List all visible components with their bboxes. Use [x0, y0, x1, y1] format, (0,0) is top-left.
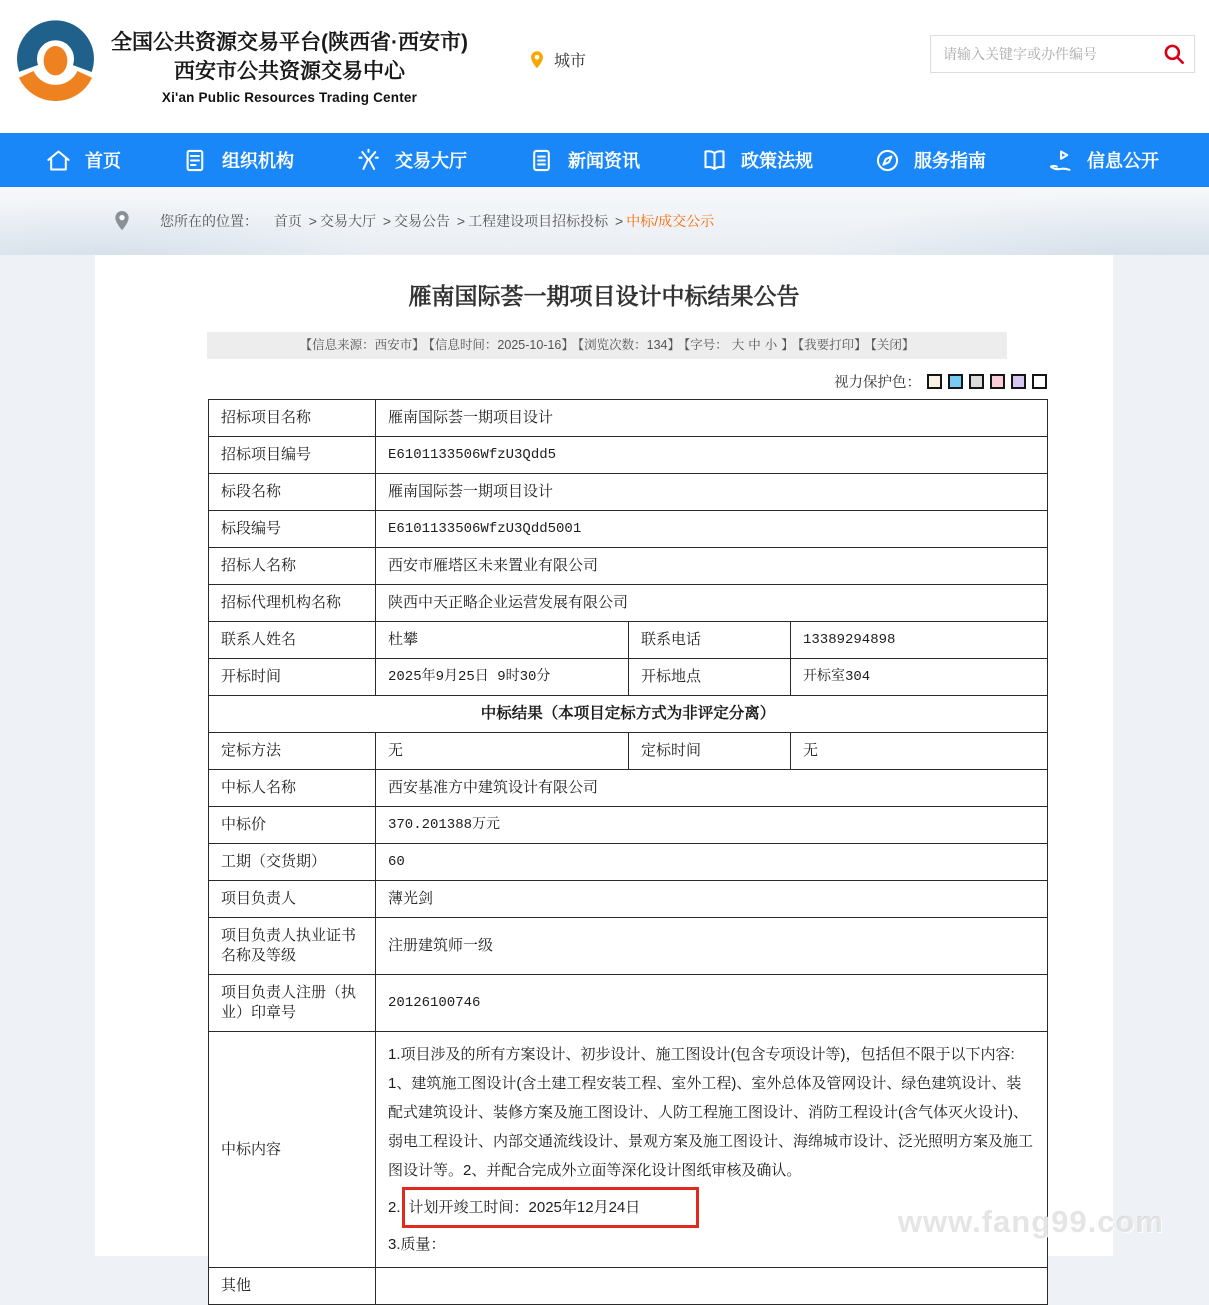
table-row — [209, 844, 1048, 881]
table-cell-value: 60 — [376, 844, 1048, 881]
breadcrumb-items — [274, 213, 714, 229]
table-cell-value: 薄光剑 — [376, 881, 1048, 918]
nav-item-organization[interactable] — [182, 147, 294, 174]
table-cell-label: 中标人名称 — [209, 770, 376, 807]
nav-item-policy[interactable] — [701, 147, 813, 174]
planned-dates-line — [388, 1187, 1035, 1228]
table-row — [209, 437, 1048, 474]
table-cell-value: 2025年9月25日 9时30分 — [376, 659, 629, 696]
print-button[interactable]: 【我要打印】 — [797, 338, 867, 352]
table-row — [209, 1268, 1048, 1305]
bid-content-paragraph: 1.项目涉及的所有方案设计、初步设计、施工图设计(包含专项设计等)，包括但不限于以下内容:1、建筑施工图设计(含土建工程安装工程、室外工程)、室外总体及管网设计、绿色建筑设计、装配式建筑设计、装修方案及施工图设计、人防工程施工图设计、消防工程设计(含气体灭火设计)、弱电工程设计、内部交通流线设计、景观方案及施工图设计、海绵城市设计、泛光照明方案及施工图设计等。2、并配合完成外立面等深化设计图纸审核及确认。 — [388, 1046, 1034, 1179]
search-box — [930, 35, 1195, 73]
site-title-line2: 西安市公共资源交易中心 — [173, 60, 405, 84]
nav-item-label: 新闻资讯 — [568, 151, 640, 171]
table-row — [209, 881, 1048, 918]
table-row — [209, 474, 1048, 511]
nav-item-home[interactable] — [45, 147, 121, 174]
table-row — [209, 1032, 1048, 1268]
meta-source: 【信息来源：西安市】 — [299, 338, 425, 352]
breadcrumb-pin-icon — [112, 209, 132, 233]
table-cell-label: 项目负责人 — [209, 881, 376, 918]
breadcrumb-link[interactable]: 交易大厅 — [319, 213, 376, 229]
table-cell-label: 开标时间 — [209, 659, 376, 696]
table-cell-value: 无 — [791, 733, 1048, 770]
table-cell-value — [376, 1268, 1048, 1305]
nav-item-label: 服务指南 — [914, 151, 986, 171]
table-row — [209, 659, 1048, 696]
table-cell-label: 招标人名称 — [209, 548, 376, 585]
table-cell-value: 杜攀 — [376, 622, 629, 659]
announcement-table — [208, 399, 1048, 1305]
table-cell-label: 标段编号 — [209, 511, 376, 548]
site-title-block — [111, 28, 468, 106]
breadcrumb-link[interactable]: 交易公告 — [394, 213, 451, 229]
eye-protect-label: 视力保护色： — [834, 375, 921, 391]
table-cell-label: 其他 — [209, 1268, 376, 1305]
table-cell-value: 20126100746 — [376, 975, 1048, 1032]
breadcrumb-separator: > — [453, 213, 466, 229]
color-swatch[interactable] — [1011, 374, 1026, 389]
table-row — [209, 975, 1048, 1032]
nav-item-label: 政策法规 — [741, 151, 813, 171]
breadcrumb-prefix: 您所在的位置： — [160, 213, 258, 229]
color-swatch[interactable] — [969, 374, 984, 389]
nav-item-trading-hall[interactable] — [355, 147, 467, 174]
org-doc-icon — [182, 147, 209, 174]
close-button[interactable]: 【关闭】 — [870, 338, 915, 352]
table-cell-value: 西安基准方中建筑设计有限公司 — [376, 770, 1048, 807]
table-row — [209, 622, 1048, 659]
color-swatch[interactable] — [927, 374, 942, 389]
meta-time: 【信息时间：2025-10-16】 — [428, 338, 574, 352]
table-row — [209, 696, 1048, 733]
breadcrumb-separator: > — [304, 213, 317, 229]
table-row — [209, 400, 1048, 437]
home-icon — [45, 147, 72, 174]
city-pin-icon — [526, 49, 548, 71]
open-book-icon — [701, 147, 728, 174]
city-label: 城市 — [553, 53, 586, 70]
planned-dates-prefix: 2. — [388, 1199, 401, 1216]
nav-item-label: 首页 — [85, 151, 121, 171]
table-cell-label: 工期（交货期） — [209, 844, 376, 881]
nav-item-news[interactable] — [528, 147, 640, 174]
compass-icon — [874, 147, 901, 174]
nav-item-label: 信息公开 — [1087, 151, 1159, 171]
page-title: 雁南国际荟一期项目设计中标结果公告 — [408, 283, 800, 309]
table-cell-value: 开标室304 — [791, 659, 1048, 696]
table-cell-label: 开标地点 — [629, 659, 791, 696]
breadcrumb-separator: > — [378, 213, 392, 229]
site-title-line1: 全国公共资源交易平台(陕西省·西安市) — [111, 30, 468, 54]
table-cell-value: E6101133506WfzU3Qdd5001 — [376, 511, 1048, 548]
site-header — [0, 0, 1209, 133]
table-cell-value: 雁南国际荟一期项目设计 — [376, 400, 1048, 437]
eye-protect-row — [208, 371, 1047, 392]
news-doc-icon — [528, 147, 555, 174]
meta-views: 【浏览次数：134】 — [577, 338, 680, 352]
color-swatch[interactable] — [990, 374, 1005, 389]
breadcrumb-link[interactable]: 工程建设项目招标投标 — [468, 213, 609, 229]
nav-item-info-disclosure[interactable] — [1047, 147, 1159, 174]
table-row — [209, 585, 1048, 622]
trade-spark-icon — [355, 147, 382, 174]
nav-item-label: 组织机构 — [222, 151, 294, 171]
color-swatch[interactable] — [1032, 374, 1047, 389]
table-cell-value: E6101133506WfzU3Qdd5 — [376, 437, 1048, 474]
meta-fontsize-end: 】 — [781, 338, 794, 352]
meta-fontsize-label: 【字号： — [683, 338, 728, 352]
font-size-large[interactable]: 大 — [731, 338, 745, 352]
table-cell-value: 陕西中天正略企业运营发展有限公司 — [376, 585, 1048, 622]
table-cell-label: 联系电话 — [629, 622, 791, 659]
main-nav — [0, 133, 1209, 187]
table-cell-label: 招标项目名称 — [209, 400, 376, 437]
table-cell-value: 西安市雁塔区未来置业有限公司 — [376, 548, 1048, 585]
table-row — [209, 548, 1048, 585]
table-row — [209, 770, 1048, 807]
table-cell-label: 中标价 — [209, 807, 376, 844]
watermark: www.fang99.com — [897, 1204, 1164, 1239]
table-cell-label: 定标方法 — [209, 733, 376, 770]
hand-share-icon — [1047, 147, 1074, 174]
nav-item-label: 交易大厅 — [395, 151, 467, 171]
table-cell-value: 13389294898 — [791, 622, 1048, 659]
table-row — [209, 733, 1048, 770]
table-row — [209, 511, 1048, 548]
table-cell-value: 雁南国际荟一期项目设计 — [376, 474, 1048, 511]
table-cell-label: 联系人姓名 — [209, 622, 376, 659]
eye-protect-swatches — [921, 374, 1047, 389]
breadcrumb-strip — [0, 187, 1209, 255]
table-cell-label: 标段名称 — [209, 474, 376, 511]
table-cell-label: 中标内容 — [209, 1032, 376, 1268]
table-section-header: 中标结果（本项目定标方式为非评定分离） — [209, 696, 1048, 733]
search-icon[interactable] — [1161, 41, 1187, 67]
announcement-table-body — [209, 400, 1048, 1305]
font-size-small[interactable]: 小 — [764, 338, 778, 352]
announcement-card — [95, 255, 1113, 1294]
table-row — [209, 918, 1048, 975]
breadcrumb-separator: > — [611, 213, 624, 229]
planned-dates-highlight-box: 计划开竣工时间：2025年12月24日 — [402, 1187, 700, 1228]
table-cell-label: 招标代理机构名称 — [209, 585, 376, 622]
table-cell-value: 注册建筑师一级 — [376, 918, 1048, 975]
breadcrumb-current: 中标/成交公示 — [626, 213, 715, 229]
city-selector[interactable] — [526, 48, 586, 71]
table-cell-label: 招标项目编号 — [209, 437, 376, 474]
nav-item-service-guide[interactable] — [874, 147, 986, 174]
table-cell-label: 定标时间 — [629, 733, 791, 770]
table-cell-value: 无 — [376, 733, 629, 770]
breadcrumb-link[interactable]: 首页 — [273, 213, 302, 229]
color-swatch[interactable] — [948, 374, 963, 389]
breadcrumb — [160, 211, 714, 231]
table-cell-label: 项目负责人注册（执业）印章号 — [209, 975, 376, 1032]
site-logo-icon — [8, 17, 103, 117]
table-cell-value — [376, 1032, 1048, 1268]
table-cell-value: 370.201388万元 — [376, 807, 1048, 844]
font-size-medium[interactable]: 中 — [748, 338, 761, 352]
table-cell-label: 项目负责人执业证书名称及等级 — [209, 918, 376, 975]
table-row — [209, 807, 1048, 844]
meta-bar — [207, 332, 1007, 359]
search-input[interactable] — [930, 35, 1195, 73]
quality-line: 3.质量： — [388, 1236, 446, 1253]
site-title-en: Xi'an Public Resources Trading Center — [161, 90, 418, 106]
